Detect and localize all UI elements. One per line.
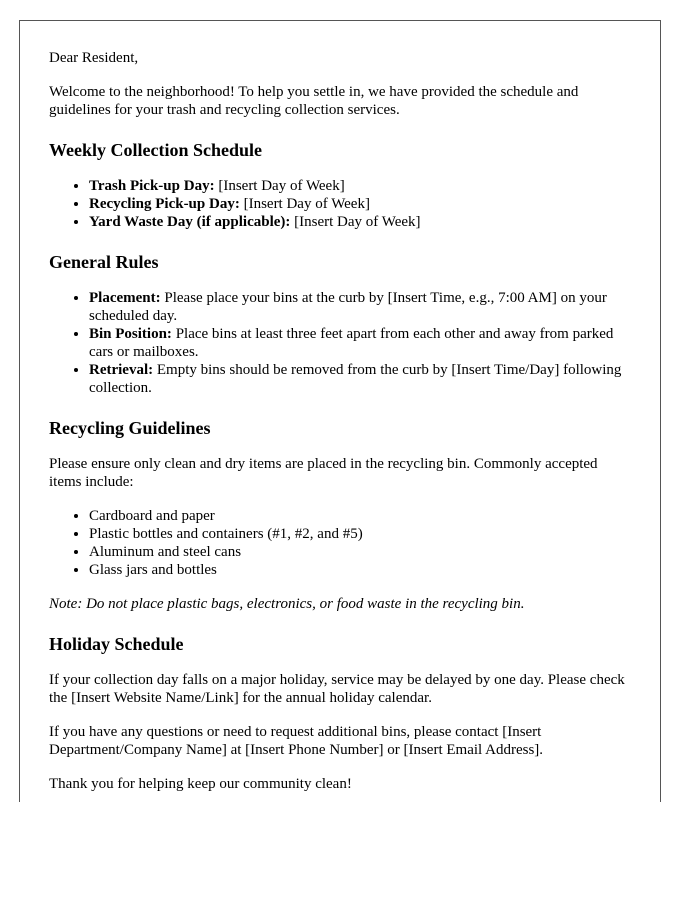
recycling-note: Note: Do not place plastic bags, electronics, or food waste in the recycling bin. [49, 596, 525, 612]
closing-line: Thank you for helping keep our community clean! [49, 776, 352, 792]
rules-list [49, 289, 631, 397]
item-text: [Insert Day of Week] [239, 196, 370, 212]
holiday-heading: Holiday Schedule [49, 634, 184, 654]
item-label: Placement: [89, 290, 161, 306]
list-item: • Glass jars and bottles [89, 561, 631, 579]
item-text: Please place your bins at the curb by [Insert Time, e.g., 7:00 AM] on your scheduled day. [89, 290, 607, 324]
list-item [89, 195, 631, 213]
list-item [89, 325, 631, 361]
schedule-list [49, 177, 631, 231]
item-text: Empty bins should be removed from the curb by [Insert Time/Day] following collection. [89, 362, 622, 396]
item-text: [Insert Day of Week] [214, 178, 345, 194]
list-item: • Cardboard and paper [89, 507, 631, 525]
item-label: Retrieval: [89, 362, 154, 378]
contact-paragraph: If you have any questions or need to request additional bins, please contact [Insert Department/Company Name] at [Insert Phone Number] or [Insert Email Address]. [49, 724, 544, 758]
list-item [89, 361, 631, 397]
greeting: Dear Resident, [49, 50, 139, 66]
item-label: Bin Position: [89, 326, 172, 342]
letter-page [19, 20, 661, 802]
list-item [89, 213, 631, 231]
list-item: • Plastic bottles and containers (#1, #2, and #5) [89, 525, 631, 543]
rules-heading: General Rules [49, 252, 159, 272]
item-label: Trash Pick-up Day: [89, 178, 215, 194]
list-item [89, 177, 631, 195]
item-label: Recycling Pick-up Day: [89, 196, 240, 212]
item-label: Yard Waste Day (if applicable): [89, 214, 291, 230]
recycling-heading: Recycling Guidelines [49, 418, 211, 438]
recycling-list [49, 507, 631, 579]
item-text: Place bins at least three feet apart from each other and away from parked cars or mailboxes. [89, 326, 614, 360]
list-item [89, 289, 631, 325]
recycling-intro: Please ensure only clean and dry items are placed in the recycling bin. Commonly accepted items include: [49, 456, 598, 490]
intro-paragraph: Welcome to the neighborhood! To help you settle in, we have provided the schedule and guidelines for your trash and recycling collection services. [49, 84, 579, 118]
schedule-heading: Weekly Collection Schedule [49, 140, 262, 160]
list-item: • Aluminum and steel cans [89, 543, 631, 561]
item-text: [Insert Day of Week] [290, 214, 421, 230]
holiday-paragraph: If your collection day falls on a major holiday, service may be delayed by one day. Please check the [Insert Website Name/Link] for the annual holiday calendar. [49, 672, 625, 706]
